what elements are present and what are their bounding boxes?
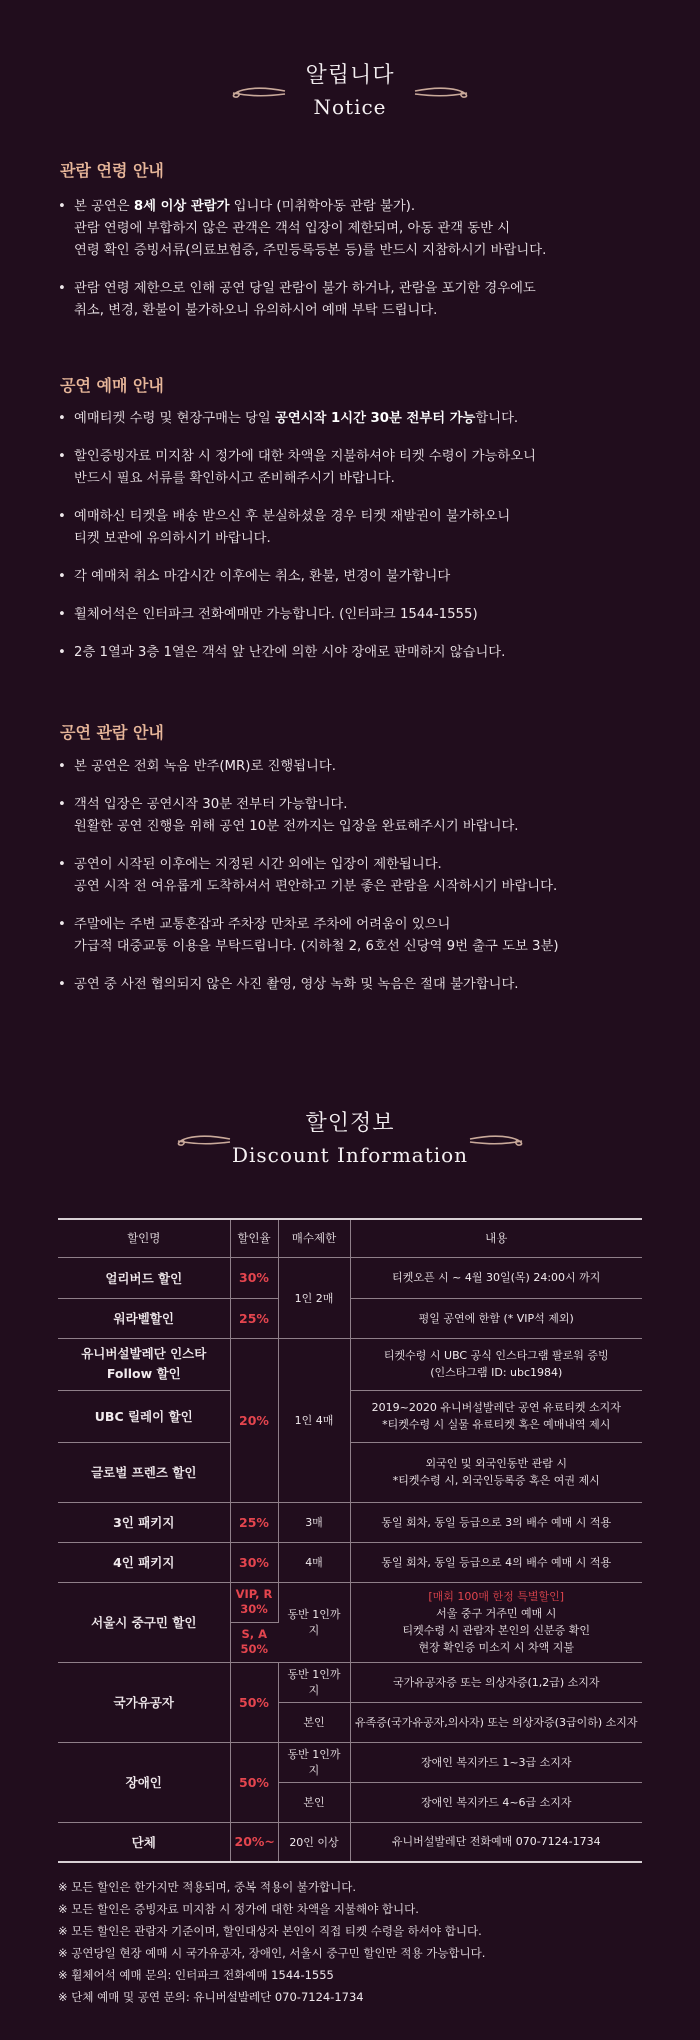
discount-name: 얼리버드 할인	[58, 1257, 230, 1298]
table-row	[58, 1338, 642, 1390]
discount-content-text: 서울 중구 거주민 예매 시 티켓수령 시 관람자 본인의 신분증 확인 현장 확인증 미소지 시 차액 지불	[402, 1607, 590, 1654]
notice-title-en: Notice	[313, 95, 387, 119]
discount-rate: 20%~	[230, 1822, 278, 1862]
item-text: 할인증빙자료 미지참 시 정가에 대한 차액을 지불하셔야 티켓 수령이 가능하오니 반드시 필요 서류를 확인하시고 준비해주시기 바랍니다.	[74, 449, 536, 486]
table-row	[58, 1257, 642, 1298]
item-text-post: 합니다.	[475, 411, 519, 426]
discount-name: 워라벨할인	[58, 1298, 230, 1338]
note-item: ※ 모든 할인은 한가지만 적용되며, 중복 적용이 불가합니다.	[58, 1880, 357, 1894]
discount-content: 동일 회차, 동일 등급으로 3의 배수 예매 시 적용	[350, 1502, 642, 1542]
discount-heading	[0, 1106, 700, 1167]
discount-content: 장애인 복지카드 4~6급 소지자	[350, 1782, 642, 1822]
col-header-limit: 매수제한	[278, 1219, 350, 1257]
discount-name: 장애인	[58, 1742, 230, 1822]
left-flourish-icon	[225, 84, 287, 100]
discount-notes	[58, 1876, 658, 2008]
item-bold: 8세 이상 관람가	[133, 199, 230, 214]
list-item	[58, 278, 658, 322]
discount-rate: 50%	[230, 1662, 278, 1742]
list-item	[58, 642, 658, 664]
discount-title-en: Discount Information	[231, 1143, 469, 1167]
table-row	[58, 1442, 642, 1502]
discount-rate: 30%	[230, 1257, 278, 1298]
discount-limit: 동반 1인까지	[278, 1582, 350, 1662]
item-text-post: 입니다 (미취학아동 관람 불가). 관람 연령에 부합하지 않은 관객은 객석 입장이 제한되며, 아동 관객 동반 시 연령 확인 증빙서류(의료보험증, 주민등록등본 등)를 반드시 지참하시기 바랍니다.	[74, 199, 547, 258]
col-header-content: 내용	[350, 1219, 642, 1257]
discount-name: 4인 패키지	[58, 1542, 230, 1582]
table-row	[58, 1390, 642, 1442]
col-header-name: 할인명	[58, 1219, 230, 1257]
booking-notice-list	[58, 408, 658, 680]
discount-content: 유족증(국가유공자,의사자) 또는 의상자증(3급이하) 소지자	[350, 1702, 642, 1742]
notice-heading	[0, 58, 700, 119]
discount-limit: 동반 1인까지	[278, 1742, 350, 1782]
item-text: 2층 1열과 3층 1열은 객석 앞 난간에 의한 시야 장애로 판매하지 않습니다.	[74, 645, 506, 660]
viewing-notice-list	[58, 756, 658, 1012]
discount-content: 장애인 복지카드 1~3급 소지자	[350, 1742, 642, 1782]
item-text: 본 공연은 전회 녹음 반주(MR)로 진행됩니다.	[74, 759, 336, 774]
discount-limit: 동반 1인까지	[278, 1662, 350, 1702]
section-title-booking: 공연 예매 안내	[60, 376, 164, 395]
list-item	[58, 604, 658, 626]
left-flourish-icon	[170, 1132, 232, 1148]
item-bold: 공연시작 1시간 30분 전부터 가능	[274, 411, 476, 426]
note-item: ※ 휠체어석 예매 문의: 인터파크 전화예매 1544-1555	[58, 1968, 334, 1982]
table-row	[58, 1742, 642, 1782]
discount-rate: 30%	[230, 1542, 278, 1582]
item-text: 객석 입장은 공연시작 30분 전부터 가능합니다. 원활한 공연 진행을 위해 공연 10분 전까지는 입장을 완료해주시기 바랍니다.	[74, 797, 519, 834]
table-row	[58, 1662, 642, 1702]
item-text: 각 예매처 취소 마감시간 이후에는 취소, 환불, 변경이 불가합니다	[74, 569, 451, 584]
discount-rate: 20%	[230, 1338, 278, 1502]
note-item: ※ 모든 할인은 관람자 기준이며, 할인대상자 본인이 직접 티켓 수령을 하셔야 합니다.	[58, 1924, 482, 1938]
list-item	[58, 854, 658, 898]
discount-rate: 25%	[230, 1502, 278, 1542]
discount-content: 티켓오픈 시 ~ 4월 30일(목) 24:00시 까지	[350, 1257, 642, 1298]
discount-content	[350, 1582, 642, 1662]
discount-limit: 1인 2매	[278, 1257, 350, 1338]
list-item	[58, 914, 658, 958]
note-item: ※ 공연당일 현장 예매 시 국가유공자, 장애인, 서울시 중구민 할인만 적용 가능합니다.	[58, 1946, 486, 1960]
discount-rate: 25%	[230, 1298, 278, 1338]
discount-limit: 4매	[278, 1542, 350, 1582]
discount-name: 단체	[58, 1822, 230, 1862]
item-text: 주말에는 주변 교통혼잡과 주차장 만차로 주차에 어려움이 있으니 가급적 대중교통 이용을 부탁드립니다. (지하철 2, 6호선 신당역 9번 출구 도보 3분)	[74, 917, 559, 954]
discount-limit: 20인 이상	[278, 1822, 350, 1862]
table-row	[58, 1298, 642, 1338]
discount-rate-vip-r: VIP, R 30%	[230, 1582, 278, 1622]
list-item	[58, 196, 658, 262]
discount-content: 티켓수령 시 UBC 공식 인스타그램 팔로워 증빙 (인스타그램 ID: ubc1984)	[350, 1338, 642, 1390]
section-title-age: 관람 연령 안내	[60, 161, 164, 180]
item-text: 예매하신 티켓을 배송 받으신 후 분실하셨을 경우 티켓 재발권이 불가하오니 티켓 보관에 유의하시기 바랍니다.	[74, 509, 511, 546]
discount-title-ko: 할인정보	[305, 1111, 395, 1136]
item-text: 본 공연은	[74, 199, 134, 214]
discount-content: 유니버설발레단 전화예매 070-7124-1734	[350, 1822, 642, 1862]
note-item: ※ 모든 할인은 증빙자료 미지참 시 정가에 대한 차액을 지불해야 합니다.	[58, 1902, 419, 1916]
discount-content: 외국인 및 외국인동반 관람 시 *티켓수령 시, 외국인등록증 혹은 여권 제시	[350, 1442, 642, 1502]
discount-content: 국가유공자증 또는 의상자증(1,2급) 소지자	[350, 1662, 642, 1702]
discount-name: 국가유공자	[58, 1662, 230, 1742]
right-flourish-icon	[413, 84, 475, 100]
table-row	[58, 1582, 642, 1622]
table-row	[58, 1822, 642, 1862]
section-title-viewing: 공연 관람 안내	[60, 723, 164, 742]
discount-limit: 1인 4매	[278, 1338, 350, 1502]
discount-content: 동일 회차, 동일 등급으로 4의 배수 예매 시 적용	[350, 1542, 642, 1582]
age-notice-list	[58, 196, 658, 338]
discount-content: 2019~2020 유니버설발레단 공연 유료티켓 소지자 *티켓수령 시 실물 유료티켓 혹은 예매내역 제시	[350, 1390, 642, 1442]
discount-limit: 본인	[278, 1702, 350, 1742]
discount-content: 평일 공연에 한함 (* VIP석 제외)	[350, 1298, 642, 1338]
list-item	[58, 566, 658, 588]
discount-name: 유니버설발레단 인스타 Follow 할인	[58, 1338, 230, 1390]
discount-name: UBC 릴레이 할인	[58, 1390, 230, 1442]
item-text: 관람 연령 제한으로 인해 공연 당일 관람이 불가 하거나, 관람을 포기한 경우에도 취소, 변경, 환불이 불가하오니 유의하시어 예매 부탁 드립니다.	[74, 281, 536, 318]
item-text: 공연 중 사전 협의되지 않은 사진 촬영, 영상 녹화 및 녹음은 절대 불가합니다.	[74, 977, 519, 992]
list-item	[58, 446, 658, 490]
list-item	[58, 974, 658, 996]
col-header-rate: 할인율	[230, 1219, 278, 1257]
table-row	[58, 1502, 642, 1542]
right-flourish-icon	[468, 1132, 530, 1148]
discount-limit: 본인	[278, 1782, 350, 1822]
item-text: 휠체어석은 인터파크 전화예매만 가능합니다. (인터파크 1544-1555)	[74, 607, 478, 622]
list-item	[58, 408, 658, 430]
list-item	[58, 506, 658, 550]
item-text: 예매티켓 수령 및 현장구매는 당일	[74, 411, 275, 426]
list-item	[58, 756, 658, 778]
discount-name: 서울시 중구민 할인	[58, 1582, 230, 1662]
notice-title-ko: 알립니다	[305, 63, 395, 88]
list-item	[58, 794, 658, 838]
discount-name: 3인 패키지	[58, 1502, 230, 1542]
discount-table	[58, 1218, 642, 1863]
table-header-row	[58, 1219, 642, 1257]
special-discount-label: [매회 100매 한정 특별할인]	[428, 1590, 565, 1603]
item-text: 공연이 시작된 이후에는 지정된 시간 외에는 입장이 제한됩니다. 공연 시작 전 여유롭게 도착하셔서 편안하고 기분 좋은 관람을 시작하시기 바랍니다.	[74, 857, 558, 894]
table-row	[58, 1542, 642, 1582]
note-item: ※ 단체 예매 및 공연 문의: 유니버설발레단 070-7124-1734	[58, 1990, 364, 2004]
discount-rate: 50%	[230, 1742, 278, 1822]
discount-rate-s-a: S, A 50%	[230, 1622, 278, 1662]
discount-limit: 3매	[278, 1502, 350, 1542]
discount-name: 글로벌 프렌즈 할인	[58, 1442, 230, 1502]
